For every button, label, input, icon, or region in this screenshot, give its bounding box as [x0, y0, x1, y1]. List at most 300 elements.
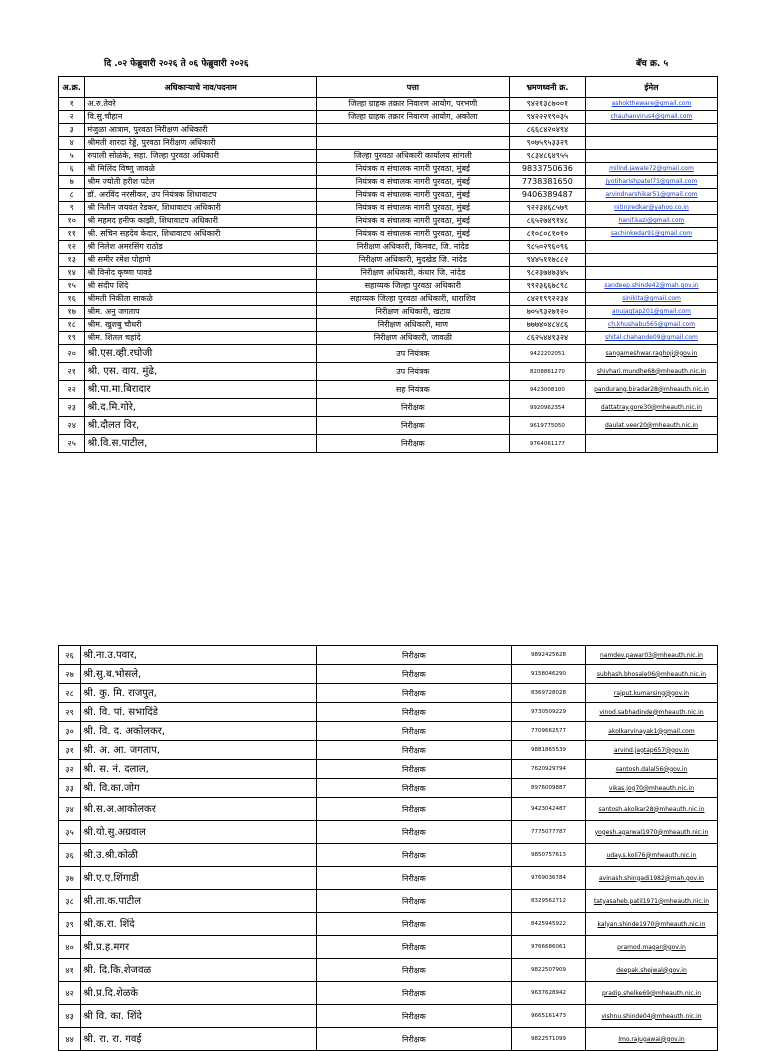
officer-name-cell: श्री मिलिंद विष्णु जावळे [85, 163, 317, 176]
address-cell: नियंत्रक व संचालक नागरी पुरवठा, मुंबई [316, 176, 509, 189]
email-cell [585, 124, 717, 137]
address-cell: निरीक्षक [316, 982, 511, 1005]
column-header-email: ईमेल [585, 77, 717, 98]
email-link[interactable]: lmo.rajugawai@gov.in [618, 1035, 685, 1043]
email-cell [585, 779, 717, 798]
phone-cell: 9822571099 [512, 1028, 586, 1051]
table-row [59, 293, 718, 306]
email-link[interactable]: namdev.pawar03@mheauth.nic.in [599, 651, 703, 659]
email-cell [585, 363, 717, 381]
table-row [59, 722, 718, 741]
officer-name-cell: श्रीमती निकीता साकळे [85, 293, 317, 306]
table-row [59, 779, 718, 798]
phone-cell: 9637628942 [512, 982, 586, 1005]
phone-cell: 8208861270 [509, 363, 585, 381]
phone-cell: ८४२१९९२२३४ [509, 293, 585, 306]
serial-cell: २५ [59, 435, 85, 453]
email-cell [585, 936, 717, 959]
officer-name-cell: श्री महमद हनीफ काझी, शिधावाटप अधिकारी [85, 215, 317, 228]
phone-cell: ९८२३७४७३४५ [509, 267, 585, 280]
officer-name-cell: श्री. स. नं. दलाल, [81, 760, 317, 779]
email-link[interactable]: vikas.jog70@mheauth.nic.in [608, 784, 695, 792]
table-row [59, 890, 718, 913]
email-link[interactable]: uday.s.koli76@mheauth.nic.in [606, 851, 697, 859]
phone-cell: 9850757613 [512, 844, 586, 867]
column-header-phone: भ्रमणध्वनी क्र. [509, 77, 585, 98]
phone-cell: 9766686061 [512, 936, 586, 959]
table-row [59, 306, 718, 319]
email-link[interactable]: kalyan.shinde1970@mheauth.nic.in [597, 920, 706, 928]
serial-cell: ११ [59, 228, 85, 241]
serial-cell: १३ [59, 254, 85, 267]
address-cell: निरीक्षक [316, 913, 511, 936]
email-link[interactable]: shital.chahande09@gmail.com [605, 334, 698, 341]
email-cell [585, 760, 717, 779]
phone-cell: ८६२५४४१३२४ [509, 332, 585, 345]
officers-table-part1 [58, 76, 718, 453]
email-cell [585, 417, 717, 435]
officers-table-part2 [58, 645, 718, 1051]
table-row [59, 684, 718, 703]
phone-cell: 9406389487 [509, 189, 585, 202]
email-cell [585, 150, 717, 163]
table-header-row [59, 77, 718, 98]
email-link[interactable]: anujagtap201@gmail.com [611, 308, 692, 315]
serial-cell: ६ [59, 163, 85, 176]
phone-cell: ७७७४०४८४८६ [509, 319, 585, 332]
email-cell [585, 215, 717, 228]
table-row [59, 959, 718, 982]
address-cell: उप नियंत्रक [316, 363, 509, 381]
serial-cell: २ [59, 111, 85, 124]
table-body-part1 [59, 98, 718, 453]
officer-name-cell: श्री.ता.क.पाटील [81, 890, 317, 913]
table-row [59, 163, 718, 176]
serial-cell: १० [59, 215, 85, 228]
email-cell [585, 646, 717, 665]
email-link[interactable]: chauhanvirus4@gmail.com [610, 113, 693, 120]
address-cell: निरीक्षण अधिकारी, कंधार जि. नांदेड [316, 267, 509, 280]
email-link[interactable]: daulat.veer20@mheauth.nic.in [605, 421, 698, 429]
serial-cell: ४० [59, 936, 81, 959]
email-cell [585, 98, 717, 111]
serial-cell: १४ [59, 267, 85, 280]
officer-name-cell: अ.रु.तेवरे [85, 98, 317, 111]
serial-cell: २७ [59, 665, 81, 684]
email-cell [585, 202, 717, 215]
email-link[interactable]: sachinkedar91@gmail.com [610, 230, 693, 237]
phone-cell: 8329562712 [512, 890, 586, 913]
address-cell: निरीक्षक [316, 399, 509, 417]
email-cell [585, 982, 717, 1005]
serial-cell: ७ [59, 176, 85, 189]
email-cell [585, 176, 717, 189]
address-cell: निरीक्षक [316, 798, 511, 821]
phone-cell: 9423008100 [509, 381, 585, 399]
serial-cell: ३६ [59, 844, 81, 867]
address-cell: निरीक्षक [316, 665, 511, 684]
phone-cell: ८६६८४२०४९४ [509, 124, 585, 137]
officer-name-cell: श्री. एस. वाय. मुंढे, [85, 363, 317, 381]
serial-cell: ५ [59, 150, 85, 163]
address-cell: निरीक्षक [316, 417, 509, 435]
table-row [59, 821, 718, 844]
officer-name-cell: श्री.वि.स.पाटील, [85, 435, 317, 453]
address-cell: निरीक्षक [316, 779, 511, 798]
email-link[interactable]: vinod.sabhadinde@mheauth.nic.in [599, 708, 704, 716]
serial-cell: ४२ [59, 982, 81, 1005]
serial-cell: ३५ [59, 821, 81, 844]
address-cell: निरीक्षक [316, 435, 509, 453]
phone-cell: 9422202051 [509, 345, 585, 363]
officer-name-cell: श्री.क.रा. शिंदे [81, 913, 317, 936]
email-cell [585, 741, 717, 760]
officer-name-cell: श्री. वि.का.जोग [81, 779, 317, 798]
officer-name-cell: श्री. रा. रा. गवई [81, 1028, 317, 1051]
address-cell: निरीक्षण अधिकारी, माण [316, 319, 509, 332]
officer-name-cell: वि.सु.चौहान [85, 111, 317, 124]
serial-cell: १५ [59, 280, 85, 293]
email-cell [585, 890, 717, 913]
column-header-address: पत्ता [316, 77, 509, 98]
email-link[interactable]: jyotiharishpatel71@gmail.com [605, 178, 698, 185]
table-row [59, 215, 718, 228]
phone-cell: 7620929794 [512, 760, 586, 779]
email-cell [585, 722, 717, 741]
phone-cell: 9764061177 [509, 435, 585, 453]
email-link[interactable]: rajput.kumarsing@gov.in [613, 689, 690, 697]
email-cell [585, 684, 717, 703]
table-row [59, 982, 718, 1005]
officer-name-cell: श्री वि. का. शिंदे [81, 1005, 317, 1028]
address-cell: निरीक्षक [316, 703, 511, 722]
officer-name-cell: श्रीम ज्योती हरीश पटेल [85, 176, 317, 189]
email-cell [585, 844, 717, 867]
email-cell [585, 189, 717, 202]
table-row [59, 98, 718, 111]
officer-name-cell: श्रीम. अनु जगताप [85, 306, 317, 319]
address-cell: निरीक्षक [316, 722, 511, 741]
table-row [59, 381, 718, 399]
phone-cell: 9158046290 [512, 665, 586, 684]
phone-cell: ९४२२२१९०३५ [509, 111, 585, 124]
table-row [59, 124, 718, 137]
phone-cell: ८१०८०८१०१० [509, 228, 585, 241]
address-cell: सह नियंत्रक [316, 381, 509, 399]
email-cell [585, 1005, 717, 1028]
email-cell [585, 798, 717, 821]
email-link[interactable]: hanif.kazi@gmail.com [618, 217, 685, 224]
address-cell: नियंत्रक व संचालक नागरी पुरवठा, मुंबई [316, 163, 509, 176]
email-link[interactable]: yogesh.agarwal1970@mheauth.nic.in [594, 828, 709, 836]
serial-cell: ३२ [59, 760, 81, 779]
table-body-part2 [59, 646, 718, 1051]
table-row [59, 1028, 718, 1051]
table-row [59, 913, 718, 936]
email-link[interactable]: subhash.bhosale06@mheauth.nic.in [596, 670, 707, 678]
table-row [59, 417, 718, 435]
phone-cell: ९२२३४६८५७९ [509, 202, 585, 215]
serial-cell: १२ [59, 241, 85, 254]
officer-name-cell: श्री. दि.कि.शेजवळ [81, 959, 317, 982]
address-cell: निरीक्षक [316, 936, 511, 959]
email-cell [585, 254, 717, 267]
officer-name-cell: श्री.प्र.दि.शेळके [81, 982, 317, 1005]
email-cell [585, 703, 717, 722]
email-link[interactable]: ashoktheware@gmail.com [611, 100, 692, 107]
serial-cell: २१ [59, 363, 85, 381]
table-row [59, 137, 718, 150]
email-cell [585, 293, 717, 306]
phone-cell: 9665161473 [512, 1005, 586, 1028]
phone-cell: ९९२३६६७८९८ [509, 280, 585, 293]
table-row [59, 363, 718, 381]
email-link[interactable]: pramod.magar@gov.in [617, 943, 686, 951]
serial-cell: ४४ [59, 1028, 81, 1051]
email-link[interactable]: shivhari.mundhe68@mheauth.nic.in [596, 367, 707, 375]
phone-cell: 9881865539 [512, 741, 586, 760]
address-cell: निरीक्षक [316, 821, 511, 844]
officer-name-cell: श्री.पा.मा.बिरादार [85, 381, 317, 399]
serial-cell: ४ [59, 137, 85, 150]
address-cell [316, 137, 509, 150]
email-link[interactable]: arvindnarshikar51@gmail.com [605, 191, 698, 198]
officer-name-cell: डॉ. अरविंद नरसीकर, उप नियंत्रक शिधावाटप [85, 189, 317, 202]
officer-name-cell: श्रीम. शितल चहांदे [85, 332, 317, 345]
address-cell: निरीक्षक [316, 890, 511, 913]
serial-cell: ९ [59, 202, 85, 215]
table-row [59, 435, 718, 453]
address-cell: निरीक्षक [316, 959, 511, 982]
email-link[interactable]: sinikita@gmail.com [622, 295, 681, 302]
table-row [59, 189, 718, 202]
phone-cell: 9423042487 [512, 798, 586, 821]
email-link[interactable]: santosh.akolkar28@mheauth.nic.in [598, 805, 705, 813]
address-cell: निरीक्षक [316, 1028, 511, 1051]
address-cell: निरीक्षक [316, 684, 511, 703]
serial-cell: १८ [59, 319, 85, 332]
address-cell: निरीक्षण अधिकारी, किनवट, जि. नांदेड [316, 241, 509, 254]
email-link[interactable]: vishnu.shinde04@mheauth.nic.in [601, 1012, 702, 1020]
serial-cell: ८ [59, 189, 85, 202]
officer-name-cell: श्री.उ.श्री.कोळी [81, 844, 317, 867]
phone-cell: 8369728028 [512, 684, 586, 703]
officer-name-cell: श्री.यो.सु.अग्रवाल [81, 821, 317, 844]
serial-cell: २२ [59, 381, 85, 399]
table-row [59, 399, 718, 417]
phone-cell: 7709662577 [512, 722, 586, 741]
address-cell: निरीक्षक [316, 741, 511, 760]
phone-cell: ९४४५११७८८२ [509, 254, 585, 267]
email-link[interactable]: pradip.shelke69@mheauth.nic.in [601, 989, 701, 997]
address-cell: निरीक्षक [316, 867, 511, 890]
phone-cell: 8425945922 [512, 913, 586, 936]
serial-cell: १९ [59, 332, 85, 345]
table-row [59, 254, 718, 267]
address-cell [316, 124, 509, 137]
officer-name-cell: श्रीम. खुशबु चौधरी [85, 319, 317, 332]
email-cell [585, 267, 717, 280]
phone-cell: 7775077787 [512, 821, 586, 844]
table-row [59, 332, 718, 345]
email-link[interactable]: santosh.dalal56@gov.in [615, 765, 688, 773]
phone-cell: ७०५९३२७१२० [509, 306, 585, 319]
serial-cell: १७ [59, 306, 85, 319]
address-cell: जिल्हा ग्राहक तक्रार निवारण आयोग, अकोला [316, 111, 509, 124]
serial-cell: ३० [59, 722, 81, 741]
table-row [59, 936, 718, 959]
phone-cell: 9892425628 [512, 646, 586, 665]
table-row [59, 228, 718, 241]
table-row [59, 844, 718, 867]
batch-number: बॅच क्र. ५ [636, 59, 669, 69]
email-cell [585, 821, 717, 844]
officer-name-cell: श्री समीर रमेश पोहाणे [85, 254, 317, 267]
serial-cell: २९ [59, 703, 81, 722]
table-row [59, 241, 718, 254]
officer-name-cell: मंजुळा आत्राम, पुरवठा निरीक्षण अधिकारी [85, 124, 317, 137]
phone-cell: ९४२१३८७००१ [509, 98, 585, 111]
table-row [59, 345, 718, 363]
serial-cell: २४ [59, 417, 85, 435]
serial-cell: २६ [59, 646, 81, 665]
email-cell [585, 163, 717, 176]
email-cell [585, 867, 717, 890]
table-row [59, 267, 718, 280]
address-cell: जिल्हा ग्राहक तक्रार निवारण आयोग, परभणी [316, 98, 509, 111]
column-header-serial: अ.क्र. [59, 77, 85, 98]
address-cell: निरीक्षक [316, 760, 511, 779]
phone-cell: 9730509229 [512, 703, 586, 722]
officer-name-cell: श्री. वि. पां. सभादिंडे [81, 703, 317, 722]
table-row [59, 798, 718, 821]
serial-cell: २३ [59, 399, 85, 417]
email-cell [585, 228, 717, 241]
serial-cell: २० [59, 345, 85, 363]
email-link[interactable]: avinash.shingadi1982@mah.gov.in [598, 874, 704, 882]
email-link[interactable]: milind.jawale72@gmail.com [609, 165, 694, 172]
table-row [59, 202, 718, 215]
address-cell: निरीक्षक [316, 646, 511, 665]
email-cell [585, 332, 717, 345]
officer-name-cell: श्री संदीप शिंदे [85, 280, 317, 293]
serial-cell: २८ [59, 684, 81, 703]
email-cell [585, 111, 717, 124]
address-cell: निरीक्षक [316, 844, 511, 867]
phone-cell: ९०७५९५३३२९ [509, 137, 585, 150]
serial-cell: ३९ [59, 913, 81, 936]
officer-name-cell: रुपाली सोळंके, सहा. जिल्हा पुरवठा अधिकारी [85, 150, 317, 163]
officer-name-cell: श्री. कु. मि. राजपुत, [81, 684, 317, 703]
table-row [59, 111, 718, 124]
column-header-name: अधिकाऱ्याचे नाव/पदनाम [85, 77, 317, 98]
address-cell: निरीक्षण अधिकारी, जावळी [316, 332, 509, 345]
email-cell [585, 1028, 717, 1051]
email-link[interactable]: pandurang.biradar28@mheauth.nic.in [594, 385, 709, 393]
email-cell [585, 241, 717, 254]
serial-cell: ३४ [59, 798, 81, 821]
serial-cell: ४१ [59, 959, 81, 982]
address-cell: नियंत्रक व संचालक नागरी पुरवठा, मुंबई [316, 228, 509, 241]
phone-cell: 9619775050 [509, 417, 585, 435]
email-cell [585, 913, 717, 936]
serial-cell: ३८ [59, 890, 81, 913]
email-cell [585, 435, 717, 453]
officer-name-cell: श्री.दौलत विर, [85, 417, 317, 435]
phone-cell: 7738381650 [509, 176, 585, 189]
serial-cell: ३७ [59, 867, 81, 890]
email-link[interactable]: tatyasaheb.patil1971@mheauth.nic.in [593, 897, 710, 905]
email-link[interactable]: arvind.jagtap657@gov.in [613, 746, 690, 754]
address-cell: नियंत्रक व संचालक नागरी पुरवठा, मुंबई [316, 189, 509, 202]
email-link[interactable]: dattatray.gore30@mheauth.nic.in [600, 403, 703, 411]
phone-cell: ८६५२७४९१४८ [509, 215, 585, 228]
address-cell: जिल्हा पुरवठा अधिकारी कार्यालय सांगली [316, 150, 509, 163]
email-cell [585, 399, 717, 417]
email-cell [585, 381, 717, 399]
email-link[interactable]: sandeep.shinde42@mah.gov.in [604, 282, 699, 289]
table-row [59, 319, 718, 332]
table-row [59, 646, 718, 665]
address-cell: निरीक्षक [316, 1005, 511, 1028]
email-cell [585, 137, 717, 150]
email-link[interactable]: akolkarvinayak1@gmail.com [608, 727, 695, 735]
officer-name-cell: श्री.सु.ब.भोसले, [81, 665, 317, 684]
officer-name-cell: श्री.प्र.ह.मगर [81, 936, 317, 959]
email-cell [585, 306, 717, 319]
phone-cell: 9822507909 [512, 959, 586, 982]
address-cell: नियंत्रक व संचालक नागरी पुरवठा, मुंबई [316, 215, 509, 228]
serial-cell: ३ [59, 124, 85, 137]
officer-name-cell: श्री निलेश अमरसिंग राठोड [85, 241, 317, 254]
email-cell [585, 280, 717, 293]
officer-name-cell: श्री.ए.ए.शिंगाडी [81, 867, 317, 890]
officer-name-cell: श्री.ना.उ.पवार, [81, 646, 317, 665]
email-link[interactable]: deepak.shejwal@gov.in [616, 966, 687, 974]
table-row [59, 176, 718, 189]
email-cell [585, 665, 717, 684]
officer-name-cell: श्री.एस.व्ही.रघोजी [85, 345, 317, 363]
phone-cell: ९८५०२९६०९६ [509, 241, 585, 254]
address-cell: सहाय्यक जिल्हा पुरवठा अधिकारी [316, 280, 509, 293]
table-row [59, 1005, 718, 1028]
officer-name-cell: श्री. सचिन सहदेव केदार, शिधावाटप अधिकारी [85, 228, 317, 241]
serial-cell: १ [59, 98, 85, 111]
email-link[interactable]: sangameshwar.raghoji@gov.in [605, 349, 698, 357]
address-cell: निरीक्षण अधिकारी, खटाव [316, 306, 509, 319]
address-cell: निरीक्षण अधिकारी, मुदखेड जि. नांदेड [316, 254, 509, 267]
email-cell [585, 319, 717, 332]
table-row [59, 280, 718, 293]
phone-cell: 8976009887 [512, 779, 586, 798]
officer-name-cell: श्रीमती शारदा रेड्डे, पुरवठा निरीक्षण अधिकारी [85, 137, 317, 150]
officer-name-cell: श्री. वि. द. अकोलकर, [81, 722, 317, 741]
address-cell: नियंत्रक व संचालक नागरी पुरवठा, मुंबई [316, 202, 509, 215]
phone-cell: ९८३४८६४९५५ [509, 150, 585, 163]
serial-cell: १६ [59, 293, 85, 306]
email-link[interactable]: ch.khushabu565@gmail.com [607, 321, 696, 328]
phone-cell: 9833750636 [509, 163, 585, 176]
email-link[interactable]: nitinjredkar@yahoo.co.in [614, 204, 689, 211]
table-row [59, 150, 718, 163]
officer-name-cell: श्री.द.मि.गोरे, [85, 399, 317, 417]
officer-name-cell: श्री.स.अ.आकोलकर [81, 798, 317, 821]
table-row [59, 760, 718, 779]
serial-cell: ४३ [59, 1005, 81, 1028]
date-range-header: दि .०२ फेब्रुवारी २०२६ ते ०६ फेब्रुवारी २०२६ [104, 59, 249, 69]
officer-name-cell: श्री. अ. आ. जगताप, [81, 741, 317, 760]
address-cell: सहाय्यक जिल्हा पुरवठा अधिकारी, धाराशिव [316, 293, 509, 306]
